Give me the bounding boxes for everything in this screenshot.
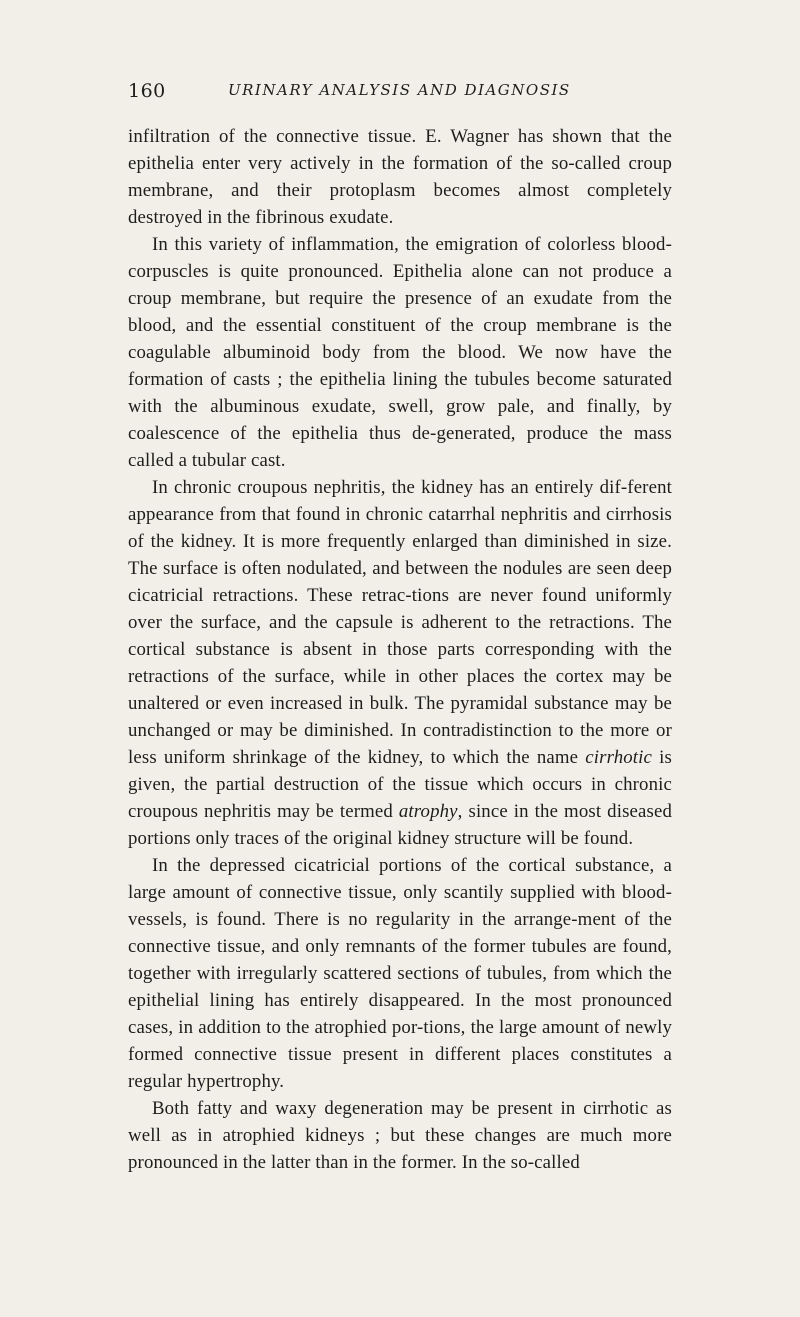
paragraph-text: , since in the most diseased portions only traces of the original kidney structure will be found. <box>128 801 672 849</box>
paragraph-continuation <box>128 123 672 231</box>
paragraph-text: infiltration of the connective tissue. E. Wagner has shown that the epithelia enter very actively in the formation of the so-called croup membrane, and their protoplasm becomes almost completely destroyed in the fibrinous exudate. <box>128 126 672 228</box>
page-header <box>128 80 672 110</box>
running-title: URINARY ANALYSIS AND DIAGNOSIS <box>228 81 571 99</box>
paragraph-inflammation-variety <box>128 231 672 474</box>
paragraph-text: In chronic croupous nephritis, the kidney has an entirely dif-ferent appearance from that found in chronic catarrhal nephritis and cirrhosis of the kidney. It is more frequently enlarged than diminished in size. The surface is often nodulated, and between the nodules are seen deep cicatricial retractions. These retrac-tions are never found uniformly over the surface, and the capsule is adherent to the retractions. The cortical substance is absent in those parts corresponding with the retractions of the surface, while in other places the cortex may be unaltered or even increased in bulk. The pyramidal substance may be unchanged or may be diminished. In contradistinction to the more or less uniform shrinkage of the kidney, to which the name <box>128 477 672 768</box>
paragraph-text: is given, the partial destruction of the tissue which occurs in chronic croupous nephritis may be termed <box>128 747 672 822</box>
italic-term-cirrhotic: cirrhotic <box>585 747 653 768</box>
paragraph-degeneration <box>128 1095 672 1176</box>
page-number: 160 <box>128 80 166 102</box>
paragraph-text: In the depressed cicatricial portions of the cortical substance, a large amount of connective tissue, only scantily supplied with blood-vessels, is found. There is no regularity in the arrange-ment of the connective tissue, and only remnants of the former tubules are found, together with irregularly scattered sections of tubules, from which the epithelial lining has entirely disappeared. In the most pronounced cases, in addition to the atrophied por-tions, the large amount of newly formed connective tissue present in different places constitutes a regular hypertrophy. <box>128 855 672 1092</box>
italic-term-atrophy: atrophy <box>398 801 458 822</box>
paragraph-chronic-croupous-nephritis <box>128 474 672 852</box>
paragraph-text: In this variety of inflammation, the emigration of colorless blood-corpuscles is quite pronounced. Epithelia alone can not produce a croup membrane, but require the presence of an exudate from the blood, and the essential constituent of the croup membrane is the coagulable albuminoid body from the blood. We now have the formation of casts ; the epithelia lining the tubules become saturated with the albuminous exudate, swell, grow pale, and finally, by coalescence of the epithelia thus de-generated, produce the mass called a tubular cast. <box>128 234 672 471</box>
body-text <box>128 123 672 1176</box>
paragraph-text: Both fatty and waxy degeneration may be present in cirrhotic as well as in atrophied kidneys ; but these changes are much more pronounced in the latter than in the former. In the so-called <box>128 1098 672 1173</box>
paragraph-cicatricial-portions <box>128 852 672 1095</box>
